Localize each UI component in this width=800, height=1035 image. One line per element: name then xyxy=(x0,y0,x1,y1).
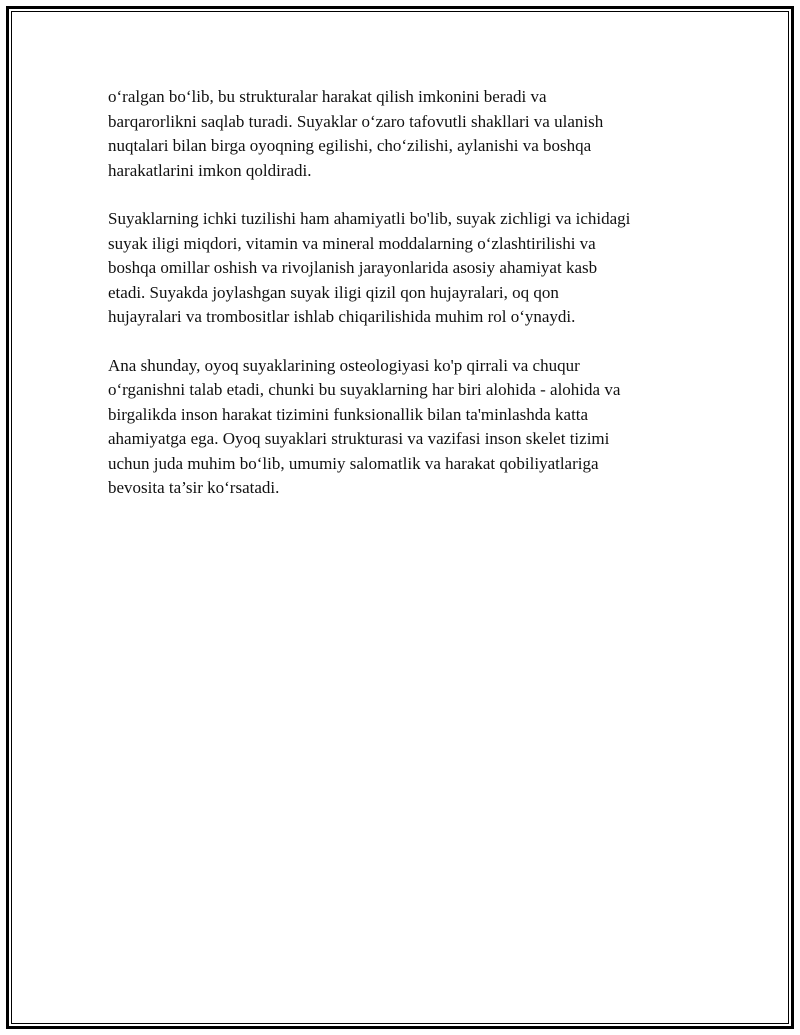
paragraph-1 xyxy=(108,85,708,183)
text-line: ahamiyatga ega. Oyoq suyaklari strukturasi va vazifasi inson skelet tizimi xyxy=(108,429,610,448)
text-line: uchun juda muhim bo‘lib, umumiy salomatlik va harakat qobiliyatlariga xyxy=(108,453,599,473)
text-line: o‘ralgan bo‘lib, bu strukturalar harakat qilish imkonini beradi va xyxy=(108,87,547,106)
text-line: etadi. Suyakda joylashgan suyak iligi qizil qon hujayralari, oq qon xyxy=(108,282,559,302)
text-line: Ana shunday, oyoq suyaklarining osteologiyasi ko'p qirrali va chuqur xyxy=(108,355,580,375)
paragraph-3 xyxy=(108,354,708,501)
paragraph-2 xyxy=(108,207,708,330)
text-line: harakatlarini imkon qoldiradi. xyxy=(108,160,312,180)
text-line: nuqtalari bilan birga oyoqning egilishi, cho‘zilishi, aylanishi va boshqa xyxy=(108,136,592,155)
text-line: bevosita ta’sir ko‘rsatadi. xyxy=(108,478,280,497)
document-body xyxy=(108,85,708,525)
text-line: birgalikda inson harakat tizimini funksionallik bilan ta'minlashda katta xyxy=(108,404,589,424)
text-line: boshqa omillar oshish va rivojlanish jarayonlarida asosiy ahamiyat kasb xyxy=(108,258,598,277)
text-line: Suyaklarning ichki tuzilishi ham ahamiyatli bo'lib, suyak zichligi va ichidagi xyxy=(108,209,631,228)
text-line: o‘rganishni talab etadi, chunki bu suyaklarning har biri alohida - alohida va xyxy=(108,380,621,399)
text-line: suyak iligi miqdori, vitamin va mineral moddalarning o‘zlashtirilishi va xyxy=(108,233,596,253)
text-line: hujayralari va trombositlar ishlab chiqarilishida muhim rol o‘ynaydi. xyxy=(108,307,576,326)
text-line: barqarorlikni saqlab turadi. Suyaklar o‘zaro tafovutli shakllari va ulanish xyxy=(108,111,604,131)
